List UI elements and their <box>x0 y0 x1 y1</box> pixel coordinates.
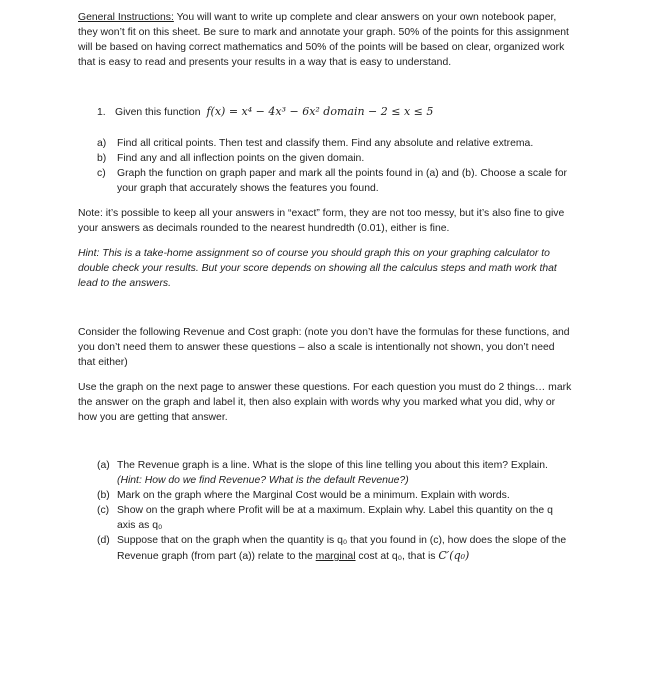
question-1-lead: Given this function <box>115 107 201 118</box>
general-instructions-text: You will want to write up complete and clear answers on your own notebook paper, they won’t fit on this sheet. Be sure to mark and annotate your graph. 50% of the points for this assignment will be based on having correct mathematics and 50% of the points will be based on clear, organized work that is easy to read and presents your results in a way that is easy to understand. <box>78 12 569 68</box>
question-1 <box>97 104 567 120</box>
question-1-part-a: a) Find all critical points. Then test and classify them. Find any absolute and relative extrema. <box>97 138 534 149</box>
general-instructions <box>78 10 572 70</box>
function-definition: f(x) = x⁴ − 4x³ − 6x² domain − 2 ≤ x ≤ 5 <box>206 105 434 118</box>
question-2-part-b: (b) Mark on the graph where the Marginal Cost would be a minimum. Explain with words. <box>97 490 510 501</box>
question-1-parts <box>97 136 571 196</box>
note-paragraph: Note: it’s possible to keep all your answers in “exact” form, they are not too messy, but it’s also fine to give your answers as decimals rounded to the nearest hundredth (0.01), either is fine. <box>78 208 565 234</box>
question-2-parts <box>97 458 573 564</box>
question-2-part-c: (c) Show on the graph where Profit will be at a maximum. Explain why. Label this quantity on the q axis as q₀ <box>97 505 553 531</box>
consider-paragraph: Consider the following Revenue and Cost graph: (note you don’t have the formulas for these functions, and you don’t need them to answer these questions – also a scale is intentionally not shown, you don’t need that either) <box>78 327 570 368</box>
question-1-part-c: c) Graph the function on graph paper and mark all the points found in (a) and (b). Choose a scale for your graph that accurately shows the features you found. <box>97 168 567 194</box>
question-2-part-d: (d) Suppose that on the graph when the quantity is q₀ that you found in (c), how does the slope of the Revenue graph (from part (a)) relate to the marginal cost at q₀, that is C′(q₀) <box>97 535 567 562</box>
question-1-part-b: b) Find any and all inflection points on the given domain. <box>97 153 365 164</box>
question-2-part-a: (a) The Revenue graph is a line. What is the slope of this line telling you about this item? Explain. (Hint: How do we find Revenue? What is the default Revenue?) <box>97 460 548 486</box>
hint-paragraph: Hint: This is a take-home assignment so of course you should graph this on your graphing calculator to double check your results. But your score depends on showing all the calculus steps and math work that lead to the answers. <box>78 248 557 289</box>
use-graph-paragraph: Use the graph on the next page to answer these questions. For each question you must do 2 things… mark the answer on the graph and label it, then also explain with words why you marked what you did, why or how you are getting that answer. <box>78 382 572 423</box>
general-instructions-heading: General Instructions: <box>78 12 174 23</box>
question-1-number: 1. <box>97 107 106 118</box>
